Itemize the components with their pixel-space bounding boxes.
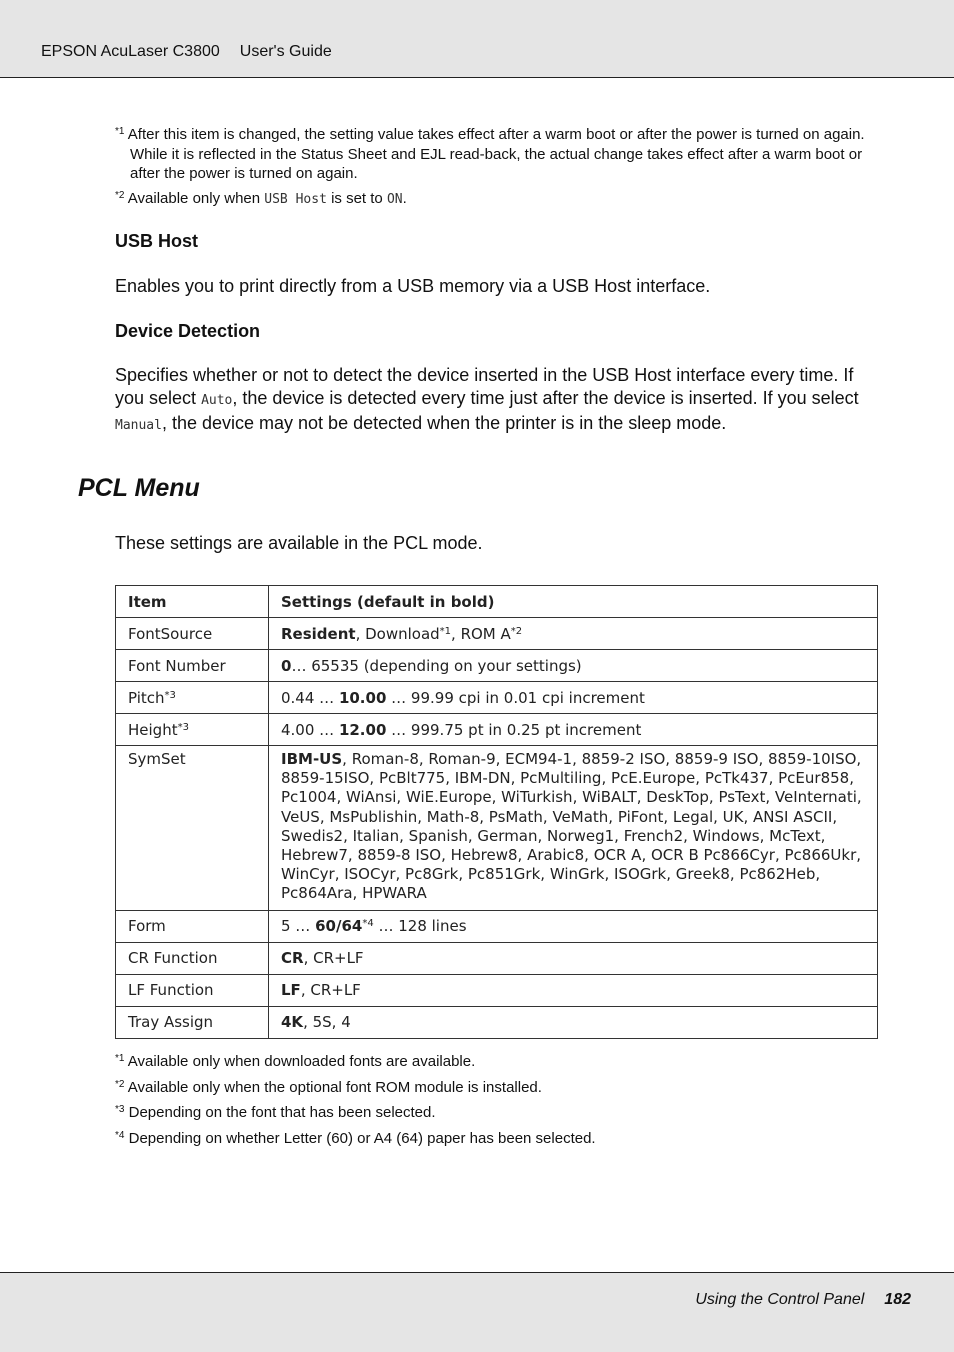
page-number: 182: [884, 1291, 911, 1308]
default-value: Resident: [281, 624, 356, 643]
footnote-text: Available only when the optional font ROM module is installed.: [127, 1079, 542, 1096]
note-2-mid: is set to: [331, 190, 383, 207]
default-value: 10.00: [338, 688, 387, 707]
footnote-text: Depending on whether Letter (60) or A4 (64) paper has been selected.: [128, 1130, 596, 1147]
row-item: [116, 682, 269, 714]
page-header: [0, 0, 954, 78]
settings-text: … 99.99 cpi in 0.01 cpi increment: [386, 688, 645, 707]
footnote-mark: *3: [115, 1104, 125, 1115]
settings-text: 0.44 …: [281, 688, 339, 707]
settings-text: , Roman-8, Roman-9, ECM94-1, 8859-2 ISO, 8859-9 ISO, 8859-10ISO, 8859-15ISO, PcBlt775, IBM-DN, PcMultiling, PcE.Europe, PcTk437, PcEur858, Pc1004, WiAnsi, WiE.Europe, WiTurkish, WiBALT, DeskTop, PsText, VeInternati, VeUS, MsPublishin, Math-8, PsMath, VeMath, PiFont, Legal, UK, ANSI ASCII, Swedis2, Italian, Spanish, German, Norweg1, French2, Windows, McText, Hebrew7, 8859-8 ISO, Hebrew8, Arabic8, OCR A, OCR B Pc866Cyr, Pc866Ukr, WinCyr, ISOCyr, Pc8Grk, Pc851Grk, WinGrk, ISOGrk, Greek8, Pc862Heb, Pc864Ara, HPWARA: [281, 750, 862, 903]
footnote-ref: *2: [510, 625, 523, 637]
pcl-intro: These settings are available in the PCL mode.: [115, 533, 483, 553]
default-value: 12.00: [338, 720, 387, 739]
col-settings-header: Settings (default in bold): [269, 586, 878, 618]
settings-text: … 999.75 pt in 0.25 pt increment: [386, 720, 642, 739]
note-1-mark: *1: [115, 126, 125, 137]
footnote-ref: *3: [164, 689, 176, 701]
footnote-text: Available only when downloaded fonts are available.: [127, 1053, 476, 1070]
row-item: Tray Assign: [116, 1006, 269, 1038]
default-value: 0: [281, 656, 292, 675]
footnote-ref: *1: [439, 625, 452, 637]
settings-text: 4.00 …: [281, 720, 339, 739]
table-row: [116, 910, 878, 942]
item-label: Pitch: [128, 688, 165, 707]
table-row: [116, 714, 878, 746]
footnote-mark: *2: [115, 1079, 125, 1090]
row-settings: [269, 682, 878, 714]
note-2-code-usb-host: USB Host: [264, 192, 327, 207]
note-2-pre: Available only when: [127, 190, 261, 207]
table-footnote-1: [115, 1053, 475, 1070]
settings-text: , CR+LF: [300, 981, 361, 1000]
default-value: CR: [281, 949, 304, 968]
settings-text: , ROM A: [451, 624, 511, 643]
footnote-mark: *4: [115, 1130, 125, 1141]
row-settings: [269, 746, 878, 911]
row-settings: [269, 910, 878, 942]
row-item: FontSource: [116, 618, 269, 650]
table-row: [116, 942, 878, 974]
device-detection-p1: Specifies whether or not to detect the device inserted in the USB Host interface every time. If you select: [115, 365, 854, 408]
footnote-ref: *3: [177, 721, 189, 733]
row-item: CR Function: [116, 942, 269, 974]
table-footnote-4: [115, 1130, 596, 1147]
row-settings: [269, 650, 878, 682]
pcl-settings-table: [115, 585, 878, 1039]
settings-text: , Download: [355, 624, 440, 643]
table-row: [116, 650, 878, 682]
note-1: [115, 125, 875, 184]
row-settings: [269, 1006, 878, 1038]
row-item: SymSet: [116, 746, 269, 911]
settings-text: … 128 lines: [373, 917, 467, 936]
table-row: [116, 746, 878, 911]
table-row: [116, 974, 878, 1006]
footnote-text: Depending on the font that has been selected.: [128, 1104, 436, 1121]
row-item: Form: [116, 910, 269, 942]
device-detection-code-auto: Auto: [201, 392, 233, 408]
default-value: IBM-US: [281, 750, 343, 768]
note-2-end: .: [402, 190, 407, 207]
note-1-text: After this item is changed, the setting value takes effect after a warm boot or after the power is turned on again. While it is reflected in the Status Sheet and EJL read-back, the actual change takes effect after a warm boot or after the power is turned on again.: [127, 126, 865, 182]
page-footer: [0, 1272, 954, 1352]
row-settings: [269, 942, 878, 974]
usb-host-body: Enables you to print directly from a USB memory via a USB Host interface.: [115, 276, 711, 296]
footnote-ref: *4: [362, 918, 374, 930]
pcl-menu-heading: PCL Menu: [78, 474, 200, 502]
default-value: LF: [281, 981, 301, 1000]
item-label: Height: [128, 720, 178, 739]
footer-text: [695, 1291, 911, 1309]
row-settings: [269, 714, 878, 746]
header-guide: User's Guide: [239, 43, 332, 60]
header-product: EPSON AcuLaser C3800: [41, 43, 220, 60]
default-value: 4K: [281, 1013, 304, 1032]
table-header-row: [116, 586, 878, 618]
device-detection-body: [115, 364, 885, 438]
default-value: 60/64: [315, 917, 363, 936]
row-settings: [269, 974, 878, 1006]
header-text: [41, 43, 332, 61]
col-item-header: Item: [116, 586, 269, 618]
note-2: [115, 189, 875, 210]
row-item: LF Function: [116, 974, 269, 1006]
row-item: [116, 714, 269, 746]
note-2-mark: *2: [115, 190, 125, 201]
device-detection-p3: , the device may not be detected when the printer is in the sleep mode.: [161, 413, 727, 433]
row-item: Font Number: [116, 650, 269, 682]
table-row: [116, 682, 878, 714]
footnote-mark: *1: [115, 1053, 125, 1064]
device-detection-heading: Device Detection: [115, 321, 261, 341]
usb-host-heading: USB Host: [115, 231, 199, 251]
table-row: [116, 1006, 878, 1038]
table-footnote-2: [115, 1079, 542, 1096]
device-detection-code-manual: Manual: [115, 418, 162, 433]
table-footnote-3: [115, 1104, 436, 1121]
settings-text: , CR+LF: [303, 949, 364, 968]
row-settings: [269, 618, 878, 650]
settings-text: , 5S, 4: [303, 1013, 351, 1032]
settings-text: 5 …: [281, 917, 316, 936]
table-row: [116, 618, 878, 650]
settings-text: … 65535 (depending on your settings): [291, 656, 582, 675]
footer-section: Using the Control Panel: [695, 1291, 865, 1308]
device-detection-p2: , the device is detected every time just after the device is inserted. If you select: [232, 387, 859, 408]
note-2-code-on: ON: [386, 192, 403, 207]
